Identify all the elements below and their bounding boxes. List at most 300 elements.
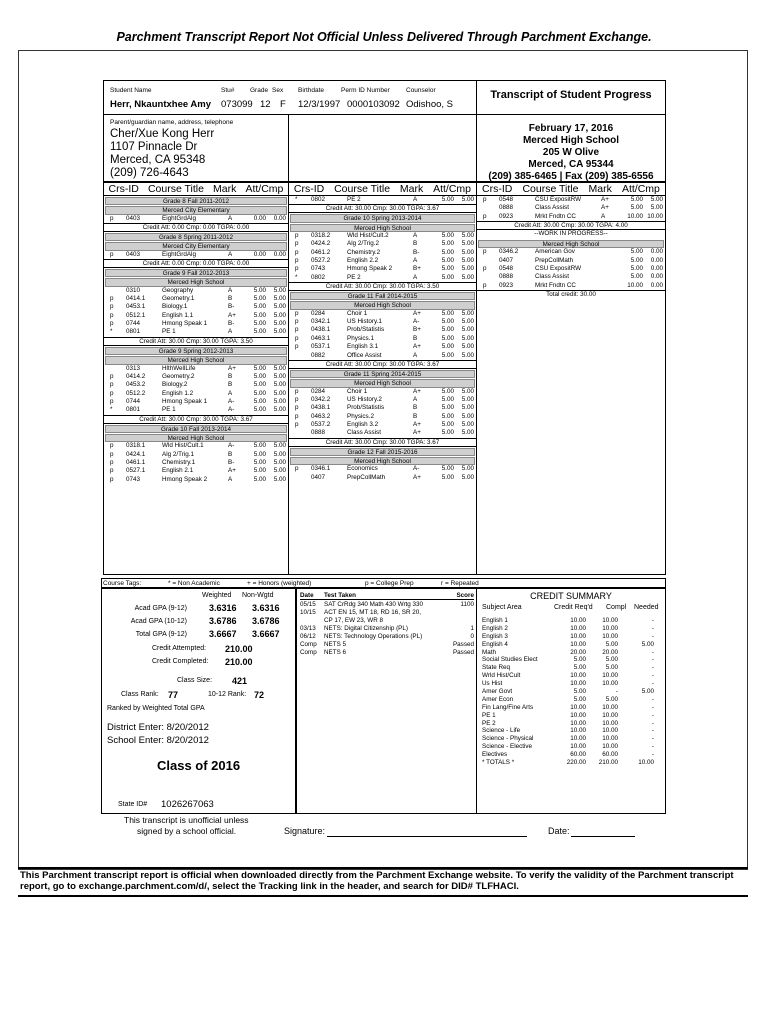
course-cmp: 0.00 (650, 256, 663, 264)
course-mark: A+ (413, 473, 421, 481)
course-title: Class Assist (535, 273, 569, 281)
footer-notice: This Parchment transcript report is official when downloaded directly from the Parchment Exchange website. To verify the validity of the Parchment transcript report, go to exchange.parchment.com/d/, select the Tracking link in the header, and search for DID# TLFHACI. (20, 870, 734, 892)
summary-row (482, 751, 662, 759)
course-att: 5.00 (630, 204, 643, 212)
course-row (289, 335, 476, 343)
summary-subject: Amer Econ (482, 695, 514, 703)
course-mark: A (228, 475, 233, 483)
term-credit-summary: Credit Att: 30.00 Cmp: 30.00 TGPA: 3.67 (289, 438, 476, 447)
term-credit-summary: Credit Att: 0.00 Cmp: 0.00 TGPA: 0.00 (104, 259, 288, 268)
term-heading: Grade 12 Fall 2015-2016 (290, 448, 475, 456)
course-id: 0512.1 (126, 311, 146, 319)
test-score: 0 (470, 633, 474, 640)
summary-needed: - (651, 680, 654, 688)
col3-body (477, 196, 665, 299)
summary-rows (482, 617, 662, 767)
col2-head-att: Att/Cmp (433, 183, 472, 195)
course-id: 0284 (311, 309, 326, 317)
course-row (477, 265, 665, 273)
term-heading: Grade 8 Fall 2011-2012 (105, 197, 287, 205)
course-cmp: 5.00 (273, 364, 286, 372)
course-mark: B- (228, 458, 235, 466)
course-mark: B (413, 412, 418, 420)
course-title: Wld Hist/Cult.2 (347, 232, 389, 240)
summary-required: 10.00 (570, 719, 586, 727)
course-flag: p (110, 442, 114, 450)
course-att: 5.00 (253, 406, 266, 414)
summary-required: 220.00 (566, 759, 586, 767)
summary-completed: 5.00 (605, 664, 618, 672)
summary-needed: - (651, 727, 654, 735)
course-mark: A (413, 232, 418, 240)
course-id: 0512.2 (126, 389, 146, 397)
unofficial-note-2: signed by a school official. (137, 826, 237, 836)
term-heading: Grade 10 Fall 2013-2014 (105, 425, 287, 433)
summary-subject: English 1 (482, 617, 508, 624)
course-row (289, 429, 476, 437)
term-heading: Merced High School (290, 457, 475, 465)
course-title: EightGrdAlg (162, 250, 196, 258)
course-att: 5.00 (253, 381, 266, 389)
summary-required: 10.00 (570, 624, 586, 632)
term-credit-summary: Credit Att: 30.00 Cmp: 30.00 TGPA: 3.50 (289, 282, 476, 291)
tests-box (296, 588, 477, 814)
course-id: 0527.2 (311, 257, 331, 265)
credit-att-label: Credit Attempted: (152, 645, 207, 652)
course-att: 5.00 (253, 295, 266, 303)
course-cmp: 0.00 (273, 214, 286, 222)
course-att: 5.00 (441, 351, 454, 359)
course-row (104, 320, 288, 328)
class-size-label: Class Size: (177, 677, 213, 684)
course-flag: p (295, 395, 299, 403)
course-title: Physics.1 (347, 334, 374, 342)
course-id: 0527.1 (126, 467, 146, 475)
summary-completed: 10.00 (602, 632, 618, 640)
course-flag: p (110, 295, 114, 303)
course-title: Hmong Speak 2 (162, 475, 208, 483)
course-title: English 1.2 (162, 389, 194, 397)
course-att: 5.00 (441, 404, 454, 412)
course-flag: * (295, 196, 298, 203)
summary-completed: 210.00 (598, 759, 618, 767)
credit-att-value: 210.00 (225, 644, 253, 654)
course-flag: p (110, 467, 114, 475)
course-cmp: 0.00 (650, 281, 663, 289)
date-line[interactable] (571, 836, 635, 837)
course-att: 5.00 (253, 450, 266, 458)
course-mark: A- (228, 406, 235, 414)
course-cmp: 5.00 (273, 303, 286, 311)
course-cmp: 5.00 (461, 309, 474, 317)
summary-row (482, 727, 662, 735)
test-name: NETS: Digital Citizenship (PL) (324, 625, 408, 632)
student-info-box (103, 80, 477, 115)
course-mark: A+ (228, 467, 236, 475)
course-cmp: 5.00 (461, 248, 474, 256)
course-att: 5.00 (441, 412, 454, 420)
summary-subject: English 4 (482, 640, 508, 648)
course-title: PrepCollMath (535, 256, 574, 264)
course-mark: A+ (413, 343, 421, 351)
summary-needed: - (651, 632, 654, 640)
test-row (300, 625, 474, 633)
course-flag: p (295, 265, 299, 273)
guardian-label: Parent/guardian name, address, telephone (110, 119, 234, 126)
course-title: US History.1 (347, 318, 382, 326)
summary-subject: Science - Life (482, 727, 521, 735)
course-title: HlthWellLife (162, 364, 196, 372)
course-att: 5.00 (441, 429, 454, 437)
summary-needed-head: Needed (634, 604, 659, 611)
course-att: 5.00 (441, 473, 454, 481)
class-rank-value: 77 (168, 690, 179, 700)
summary-required: 10.00 (570, 703, 586, 711)
summary-subject: PE 2 (482, 719, 496, 727)
course-cmp: 5.00 (273, 311, 286, 319)
course-cmp: 5.00 (461, 412, 474, 420)
state-id-value: 1026267063 (161, 799, 214, 810)
course-id: 0461.2 (311, 248, 331, 256)
course-cmp: 5.00 (273, 475, 286, 483)
course-flag: p (483, 281, 487, 289)
test-name: CP 17, EW 23, WR 8 (324, 617, 384, 624)
course-cmp: 5.00 (273, 467, 286, 475)
course-id: 0453.2 (126, 381, 146, 389)
summary-required: 10.00 (570, 640, 586, 648)
course-row (289, 318, 476, 326)
summary-required: 10.00 (570, 672, 586, 680)
tests-test-head: Test Taken (324, 592, 356, 599)
course-cmp: 5.00 (461, 343, 474, 351)
course-row (289, 274, 476, 282)
col1-head (104, 183, 288, 196)
course-mark: A+ (413, 387, 421, 395)
course-id: 0414.2 (126, 372, 146, 380)
signature-line[interactable] (327, 836, 527, 837)
course-cmp: 5.00 (461, 240, 474, 248)
course-id: 0463.2 (311, 412, 331, 420)
col1-head-att: Att/Cmp (245, 183, 284, 195)
credit-summary-box (476, 588, 666, 814)
col3-head (477, 183, 665, 196)
course-id: 0318.1 (126, 442, 146, 450)
course-mark: A (413, 273, 418, 281)
course-row (104, 406, 288, 414)
course-col-1 (103, 182, 289, 575)
summary-completed: 10.00 (602, 703, 618, 711)
course-cmp: 5.00 (461, 473, 474, 481)
test-name: SAT CrRdg 340 Math 430 Wrtg 330 (324, 601, 424, 608)
summary-needed: - (651, 648, 654, 656)
course-flag: p (110, 397, 114, 405)
course-title: Wld Hist/Cult.1 (162, 442, 204, 450)
course-row (289, 343, 476, 351)
term-credit-summary: Credit Att: 30.00 Cmp: 30.00 TGPA: 3.67 (289, 360, 476, 369)
grade-label: Grade (250, 87, 269, 94)
term-heading: Merced High School (105, 356, 287, 364)
course-id: 0888 (499, 273, 514, 281)
summary-needed: - (651, 711, 654, 719)
course-title: PE 2 (347, 273, 361, 281)
course-flag: p (295, 334, 299, 342)
course-id: 0923 (499, 212, 514, 220)
course-row (289, 352, 476, 360)
course-flag: p (110, 381, 114, 389)
course-id: 0923 (499, 281, 514, 289)
term-heading: Grade 11 Spring 2014-2015 (290, 370, 475, 378)
summary-subject: Fin Lang/Fine Arts (482, 703, 534, 711)
course-title: English 1.1 (162, 311, 194, 319)
course-title: English 2.1 (162, 467, 194, 475)
course-mark: A (228, 250, 233, 258)
summary-subject: Math (482, 648, 496, 656)
summary-required: 20.00 (570, 648, 586, 656)
course-cmp: 5.00 (461, 196, 474, 203)
summary-subject: Amer Govt (482, 688, 513, 696)
course-row (289, 388, 476, 396)
course-cmp: 5.00 (273, 320, 286, 328)
col2-head (289, 183, 476, 196)
course-title: Biology.1 (162, 303, 188, 311)
course-mark: A (413, 351, 418, 359)
summary-required: 10.00 (570, 727, 586, 735)
rank1012-value: 72 (254, 690, 265, 700)
course-att: 5.00 (441, 318, 454, 326)
course-att: 5.00 (630, 265, 643, 273)
term-heading: Merced High School (105, 278, 287, 286)
course-row (104, 373, 288, 381)
course-title: Hmong Speak 1 (162, 397, 208, 405)
course-row (289, 232, 476, 240)
course-col-2 (288, 182, 477, 575)
course-row (477, 257, 665, 265)
col2-body (289, 196, 476, 482)
course-id: 0548 (499, 265, 514, 273)
course-cmp: 5.00 (461, 387, 474, 395)
summary-row (482, 680, 662, 688)
course-title: Prob/Statistis (347, 326, 385, 334)
course-title: Chemistry.2 (347, 248, 381, 256)
term-heading: Merced High School (290, 301, 475, 309)
summary-head (482, 604, 662, 613)
term-heading: Merced High School (478, 240, 664, 248)
state-id-label: State ID# (118, 801, 148, 808)
course-flag: p (295, 387, 299, 395)
district-enter: District Enter: 8/20/2012 (107, 722, 209, 733)
school-box (476, 114, 666, 182)
credit-cmp-label: Credit Completed: (152, 658, 209, 665)
course-cmp: 5.00 (461, 232, 474, 240)
summary-needed: - (651, 735, 654, 743)
summary-completed: 10.00 (602, 711, 618, 719)
course-mark: B (413, 240, 418, 248)
course-cmp: 5.00 (461, 351, 474, 359)
school-date: February 17, 2016 (528, 123, 614, 134)
course-title: English 3.1 (347, 343, 379, 351)
course-id: 0744 (126, 397, 141, 405)
gpa-row (102, 629, 297, 642)
summary-row (482, 649, 662, 657)
summary-row (482, 625, 662, 633)
course-cmp: 0.00 (650, 248, 663, 256)
course-flag: p (483, 212, 487, 220)
term-heading: Merced City Elementary (105, 242, 287, 250)
gpa-row (102, 603, 297, 616)
course-flag: p (110, 372, 114, 380)
total-credit: Total credit: 30.00 (477, 290, 665, 299)
course-id: 0882 (311, 351, 326, 359)
course-flag: p (295, 404, 299, 412)
course-title: Alg 2/Trig.2 (347, 240, 379, 248)
summary-subject: Us Hist (482, 680, 503, 688)
course-title: PE 2 (347, 196, 361, 203)
course-flag: p (110, 389, 114, 397)
course-cmp: 5.00 (273, 442, 286, 450)
course-cmp: 5.00 (273, 450, 286, 458)
summary-row (482, 759, 662, 767)
term-heading: Grade 9 Spring 2012-2013 (105, 347, 287, 355)
summary-needed: - (651, 751, 654, 759)
course-title: Geometry.2 (162, 372, 195, 380)
course-flag: * (110, 406, 113, 414)
perm-label: Perm ID Number (341, 87, 390, 94)
course-title: Economics (347, 465, 378, 473)
ranked-by: Ranked by Weighted Total GPA (107, 705, 205, 712)
course-row (104, 467, 288, 475)
summary-subject: Science - Elective (482, 743, 533, 751)
term-heading: Grade 11 Fall 2014-2015 (290, 292, 475, 300)
term-heading: Grade 10 Spring 2013-2014 (290, 214, 475, 222)
course-mark: B (228, 450, 233, 458)
gpa-nonweighted: 3.6786 (252, 616, 280, 626)
course-flag: p (483, 196, 487, 203)
course-cmp: 5.00 (461, 429, 474, 437)
rank1012-label: 10-12 Rank: (208, 691, 247, 698)
test-name: NETS 5 (324, 641, 347, 648)
class-size-value: 421 (232, 676, 248, 686)
course-att: 5.00 (253, 364, 266, 372)
course-id: 0342.2 (311, 395, 331, 403)
summary-completed: 5.00 (605, 656, 618, 664)
blank-box (288, 114, 477, 182)
course-flag: p (483, 248, 487, 256)
tags-nonacad: * = Non Academic (168, 580, 220, 587)
course-att: 5.00 (441, 265, 454, 273)
course-id: 0537.1 (311, 343, 331, 351)
course-id: 0407 (499, 256, 514, 264)
course-flag: p (110, 450, 114, 458)
course-flag: p (295, 343, 299, 351)
tests-rows (300, 601, 474, 657)
course-mark: A (413, 196, 418, 203)
test-row (300, 617, 474, 625)
tags-honors: + = Honors (weighted) (247, 580, 312, 587)
course-id: 0346.2 (499, 248, 519, 256)
course-cmp: 5.00 (273, 397, 286, 405)
summary-needed: - (651, 656, 654, 664)
course-mark: A (228, 328, 233, 336)
term-heading: Grade 8 Spring 2011-2012 (105, 233, 287, 241)
course-title: US History.2 (347, 395, 382, 403)
course-att: 5.00 (441, 334, 454, 342)
course-row (289, 326, 476, 334)
term-heading: Merced High School (105, 434, 287, 442)
course-id: 0743 (311, 265, 326, 273)
course-row (104, 328, 288, 336)
course-cmp: 5.00 (461, 420, 474, 428)
col3-head-mark: Mark (588, 183, 612, 195)
course-row (289, 474, 476, 482)
summary-row (482, 633, 662, 641)
course-att: 5.00 (253, 458, 266, 466)
course-row (104, 312, 288, 320)
course-cmp: 5.00 (461, 326, 474, 334)
term-credit-summary: Credit Att: 30.00 Cmp: 30.00 TGPA: 3.50 (104, 337, 288, 346)
course-att: 5.00 (253, 442, 266, 450)
course-row (104, 381, 288, 389)
course-title: Physics.2 (347, 412, 374, 420)
guardian-city: Merced, CA 95348 (110, 154, 206, 166)
nonwgtd-label: Non-Wgtd (242, 592, 274, 599)
course-row (104, 398, 288, 406)
birthdate-label: Birthdate (298, 87, 325, 94)
course-att: 5.00 (630, 273, 643, 281)
course-cmp: 5.00 (273, 286, 286, 294)
course-cmp: 5.00 (650, 204, 663, 212)
course-mark: A+ (601, 196, 609, 203)
header-notice: Parchment Transcript Report Not Official Unless Delivered Through Parchment Exchange. (116, 30, 652, 44)
course-cmp: 5.00 (650, 196, 663, 203)
summary-needed: - (651, 703, 654, 711)
course-id: 0743 (126, 475, 141, 483)
course-row (289, 310, 476, 318)
course-title: PE 1 (162, 328, 176, 336)
course-id: 0744 (126, 320, 141, 328)
test-name: NETS 6 (324, 649, 347, 656)
course-mark: B+ (413, 326, 421, 334)
course-title: PE 1 (162, 406, 176, 414)
summary-row (482, 656, 662, 664)
course-att: 10.00 (627, 281, 643, 289)
course-flag: p (483, 265, 487, 273)
course-row (477, 196, 665, 204)
course-title: Class Assist (347, 429, 381, 437)
class-of: Class of 2016 (157, 758, 241, 773)
course-att: 5.00 (630, 256, 643, 264)
school-enter: School Enter: 8/20/2012 (107, 735, 209, 746)
summary-required: 60.00 (570, 751, 586, 759)
course-att: 5.00 (253, 372, 266, 380)
test-row (300, 601, 474, 609)
course-id: 0310 (126, 286, 141, 294)
summary-row (482, 617, 662, 625)
course-title: CSU ExpositRW (535, 196, 582, 203)
course-id: 0342.1 (311, 318, 331, 326)
test-row (300, 609, 474, 617)
term-heading: Merced High School (290, 379, 475, 387)
col1-body (104, 197, 288, 484)
summary-subject: English 2 (482, 624, 508, 632)
course-flag: p (110, 214, 114, 222)
course-id: 0438.1 (311, 326, 331, 334)
summary-row (482, 672, 662, 680)
col3-head-crs: Crs-ID (482, 183, 513, 195)
course-att: 5.00 (441, 395, 454, 403)
course-flag: p (295, 420, 299, 428)
course-flag: * (110, 328, 113, 336)
gpa-nonweighted: 3.6667 (252, 629, 280, 639)
